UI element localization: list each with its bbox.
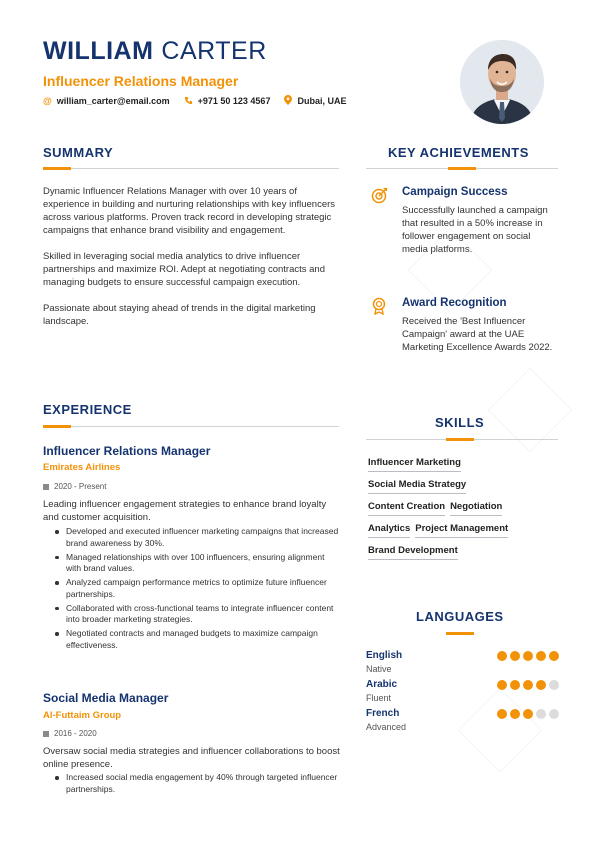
profile-photo [460,40,544,124]
rating-dot-filled [497,709,507,719]
rating-dot-filled [510,680,520,690]
experience-accent [43,425,71,428]
experience-job-title: Influencer Relations Manager [43,444,211,458]
list-item: Increased social media engagement by 40% through targeted influencer partnerships. [55,772,340,795]
summary-accent [43,167,71,170]
summary-heading: SUMMARY [43,145,114,160]
experience-company: Emirates Airlines [43,462,121,473]
skill-row [368,479,558,494]
experience-bullets [55,526,340,654]
language-name: English [366,650,403,661]
skill-tag: Analytics [368,523,410,538]
target-icon [370,186,388,204]
achievement-description: Successfully launched a campaign that resulted in a 50% increase in follower engagement on social media platforms. [402,205,548,255]
rating-dot-filled [510,651,520,661]
calendar-icon [43,484,49,490]
experience-company: Al-Futtaim Group [43,710,122,721]
experience-description: Oversaw social media strategies and influencer collaborations to boost online presence. [43,746,340,770]
experience-bullets [55,772,340,798]
achievement-title: Campaign Success [402,186,508,198]
experience-dates [43,482,106,491]
contact-location [284,95,346,107]
contact-email[interactable] [43,95,170,107]
skill-row [368,457,558,472]
achievements-heading: KEY ACHIEVEMENTS [388,145,529,160]
first-name: WILLIAM [43,37,154,65]
job-title: Influencer Relations Manager [43,73,239,89]
language-rating [497,651,559,661]
candidate-name [43,37,267,66]
rating-dot-filled [536,680,546,690]
phone-text: +971 50 123 4567 [197,96,271,106]
contact-phone[interactable] [184,95,271,107]
summary-divider [43,168,339,169]
skill-tag: Social Media Strategy [368,479,466,494]
rating-dot-filled [523,709,533,719]
summary-paragraph: Passionate about staying ahead of trends in the digital marketing landscape. [43,303,316,327]
language-item [366,708,556,736]
experience-description: Leading influencer engagement strategies to enhance brand loyalty and customer acquisition. [43,499,327,523]
location-text: Dubai, UAE [297,96,347,106]
at-icon: @ [43,96,52,106]
experience-dates [43,729,97,738]
skill-row [368,523,558,538]
rating-dot-empty [549,709,559,719]
last-name: CARTER [161,37,267,65]
skill-tag: Negotiation [450,501,502,516]
skills-accent [446,438,474,441]
rating-dot-filled [497,651,507,661]
skill-row [368,545,558,560]
contact-bar [43,95,346,107]
experience-dates-text: 2016 - 2020 [54,729,97,738]
language-rating [497,680,559,690]
list-item: Managed relationships with over 100 influencers, ensuring alignment with brand values. [55,552,340,575]
calendar-icon [43,731,49,737]
achievement-item [370,297,560,377]
list-item: Collaborated with cross-functional teams to integrate influencer content into broader marketing strategies. [55,603,340,626]
rating-dot-filled [523,651,533,661]
email-text: william_carter@email.com [56,96,170,106]
language-name: Arabic [366,679,398,690]
language-level: Native [366,664,392,674]
experience-dates-text: 2020 - Present [54,482,107,491]
summary-paragraph: Skilled in leveraging social media analytics to drive influencer partnerships and maximize ROI. Adept at negotiating contracts and managing budgets to ensure successful campaign execution. [43,251,325,288]
award-medal-icon [370,297,388,315]
skill-tag: Project Management [415,523,508,538]
experience-job-title: Social Media Manager [43,691,169,705]
skill-tag: Brand Development [368,545,458,560]
location-pin-icon [284,95,292,107]
list-item: Developed and executed influencer marketing campaigns that increased brand awareness by 30%. [55,526,340,549]
skills-list [368,457,558,567]
phone-icon [184,96,193,107]
summary-paragraph: Dynamic Influencer Relations Manager with over 10 years of experience in building and nurturing relationships with key influencers across various platforms. Proven track record in developing strategic campaigns that enhance brand visibility and engagement. [43,186,336,236]
language-rating [497,709,559,719]
language-item [366,650,556,678]
list-item: Analyzed campaign performance metrics to optimize future influencer partnerships. [55,577,340,600]
achievements-accent [448,167,476,170]
rating-dot-filled [536,651,546,661]
achievement-title: Award Recognition [402,297,507,309]
experience-divider [43,426,339,427]
language-level: Advanced [366,722,407,732]
skills-heading: SKILLS [435,415,485,430]
skill-row [368,501,558,516]
rating-dot-empty [536,709,546,719]
skill-tag: Influencer Marketing [368,457,461,472]
achievement-item [370,186,560,266]
summary-text [43,185,339,341]
achievement-description: Received the 'Best Influencer Campaign' award at the UAE Marketing Excellence Awards 2022. [402,316,553,353]
language-name: French [366,708,400,719]
skill-tag: Content Creation [368,501,445,516]
languages-accent [446,632,474,635]
experience-heading: EXPERIENCE [43,402,132,417]
list-item: Negotiated contracts and managed budgets to maximize campaign effectiveness. [55,628,340,651]
language-level: Fluent [366,693,392,703]
languages-heading: LANGUAGES [416,609,504,624]
rating-dot-empty [549,680,559,690]
rating-dot-filled [549,651,559,661]
rating-dot-filled [497,680,507,690]
rating-dot-filled [523,680,533,690]
language-item [366,679,556,707]
rating-dot-filled [510,709,520,719]
